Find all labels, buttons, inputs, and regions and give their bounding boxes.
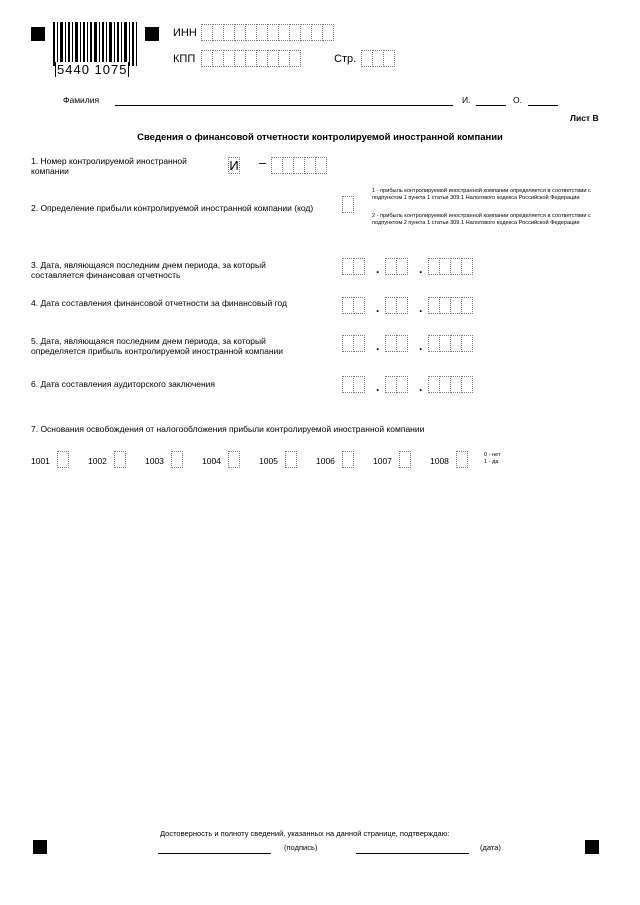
field-6-dot-2: . [419,380,423,394]
field-5-dot-2: . [419,339,423,353]
field-6-label: 6. Дата составления аудиторского заключения [31,379,216,389]
code-1007-field[interactable] [399,451,410,468]
date-line[interactable] [356,853,469,854]
code-1005-label: 1005 [259,456,278,466]
field-6-dot-1: . [376,380,380,394]
initial-i-line[interactable] [476,105,506,106]
page-number-field[interactable] [361,50,394,67]
code-1002-field[interactable] [114,451,125,468]
field-1-number-field[interactable] [271,157,326,174]
field-1-label: 1. Номер контролируемой иностранной компании [31,156,187,176]
kpp-field[interactable] [201,50,300,67]
field-3-dot-1: . [376,262,380,276]
signature-label: (подпись) [284,843,318,852]
field-2-note-1: 1 - прибыль контролируемой иностранной компании определяется в соответствии с подпунктом 1 пункта 1 статьи 309.1 Налогового кодекса Российской Федерации [372,188,591,201]
corner-marker-bottom-left [33,840,47,854]
field-1-prefix-cell: И [229,158,239,173]
code-1002-label: 1002 [88,456,107,466]
barcode-bars [53,22,137,66]
code-1003-label: 1003 [145,456,164,466]
field-3-month[interactable] [385,258,407,275]
field-5-label: 5. Дата, являющаяся последним днем периода, за который определяется прибыль контролируемой иностранной компании [31,336,284,356]
field-3-label: 3. Дата, являющаяся последним днем периода, за который составляется финансовая отчетность [31,260,266,280]
page-label: Стр. [334,53,357,65]
corner-marker-top-left [31,27,45,41]
inn-field[interactable] [201,24,333,41]
code-1003-field[interactable] [171,451,182,468]
inn-label: ИНН [173,27,197,39]
field-2-code-field[interactable] [342,196,353,213]
code-1007-label: 1007 [373,456,392,466]
code-1001-label: 1001 [31,456,50,466]
field-4-year[interactable] [428,297,472,314]
code-1006-field[interactable] [342,451,353,468]
barcode-number: 5440 1075 [57,62,128,77]
field-6-month[interactable] [385,376,407,393]
field-4-dot-2: . [419,301,423,315]
code-1001-field[interactable] [57,451,68,468]
field-2-label: 2. Определение прибыли контролируемой иностранной компании (код) [31,203,314,213]
code-1008-label: 1008 [430,456,449,466]
code-1004-label: 1004 [202,456,221,466]
field-4-day[interactable] [342,297,364,314]
field-1-dash: – [259,155,267,170]
field-3-year[interactable] [428,258,472,275]
sheet-label: Лист В [570,113,599,123]
field-5-dot-1: . [376,339,380,353]
corner-marker-top-right [145,27,159,41]
confirm-text: Достоверность и полноту сведений, указанных на данной странице, подтверждаю: [160,829,450,838]
field-4-dot-1: . [376,301,380,315]
field-5-year[interactable] [428,335,472,352]
codes-note: 0 - нет 1 - да [484,452,501,465]
field-4-label: 4. Дата составления финансовой отчетности за финансовый год [31,298,288,308]
field-3-day[interactable] [342,258,364,275]
date-label: (дата) [480,843,501,852]
field-6-year[interactable] [428,376,472,393]
kpp-label: КПП [173,53,196,65]
field-6-day[interactable] [342,376,364,393]
corner-marker-bottom-right [585,840,599,854]
barcode [53,22,137,80]
initial-i-label: И. [462,95,471,105]
code-1006-label: 1006 [316,456,335,466]
field-5-month[interactable] [385,335,407,352]
code-1008-field[interactable] [456,451,467,468]
signature-line[interactable] [158,853,271,854]
initial-o-label: О. [513,95,522,105]
field-4-month[interactable] [385,297,407,314]
code-1004-field[interactable] [228,451,239,468]
surname-line[interactable] [115,105,453,106]
field-3-dot-2: . [419,262,423,276]
field-7-label: 7. Основания освобождения от налогообложения прибыли контролируемой иностранной компании [31,424,425,434]
field-2-note-2: 2 - прибыль контролируемой иностранной компании определяется в соответствии с подпунктом 2 пункта 1 статьи 309.1 Налогового кодекса Российской Федерации [372,213,591,226]
initial-o-line[interactable] [528,105,558,106]
code-1005-field[interactable] [285,451,296,468]
surname-label: Фамилия [63,95,100,105]
field-5-day[interactable] [342,335,364,352]
page-title: Сведения о финансовой отчетности контролируемой иностранной компании [137,132,503,143]
